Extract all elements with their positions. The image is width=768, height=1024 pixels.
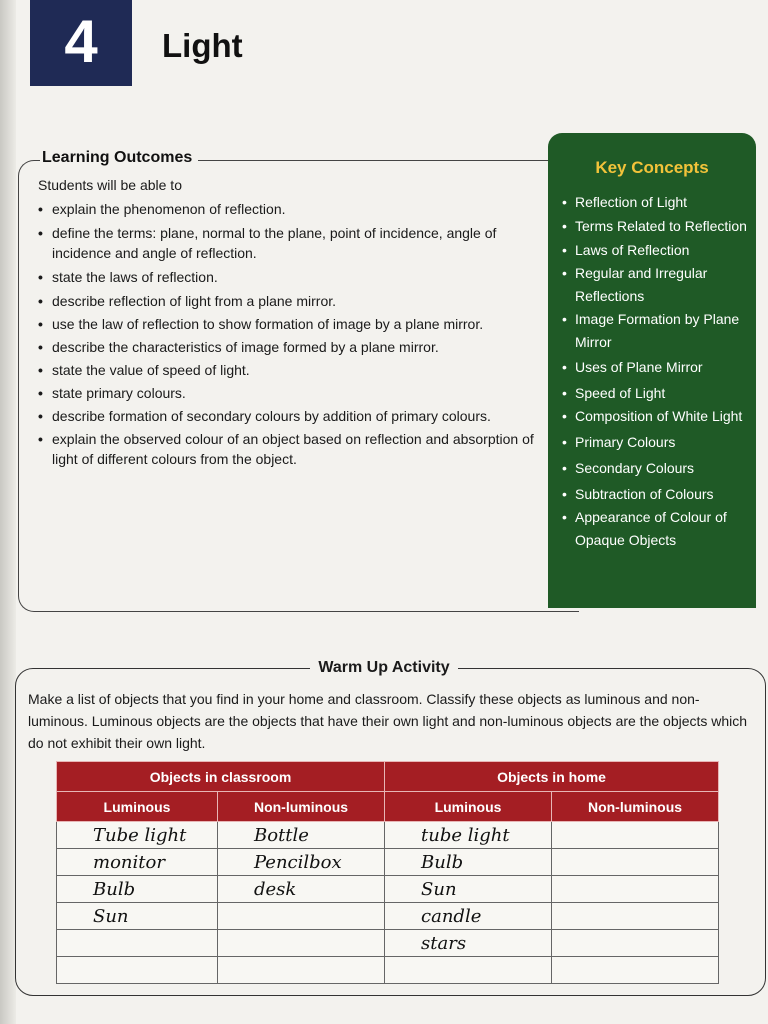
concept-item: • Secondary Colours: [562, 457, 750, 480]
table-row: [57, 930, 719, 957]
outcome-item: • describe the characteristics of image formed by a plane mirror.: [38, 337, 538, 357]
outcome-item: • state the laws of reflection.: [38, 267, 538, 287]
warm-up-instructions: Make a list of objects that you find in your home and classroom. Classify these objects as luminous and non-luminous. Luminous objects are the objects that have their own light and non-luminous objects are the objects which do not exhibit their own light.: [28, 691, 748, 751]
outcome-item: • define the terms: plane, normal to the plane, point of incidence, angle of incidence and angle of reflection.: [38, 223, 538, 263]
outcome-item: • explain the phenomenon of reflection.: [38, 199, 538, 219]
warm-up-title: Warm Up Activity: [310, 659, 457, 676]
sub-header: Non-luminous: [552, 792, 719, 822]
concept-item: • Subtraction of Colours: [562, 483, 750, 506]
table-row: [57, 849, 719, 876]
handwritten-cell[interactable]: Tube light: [57, 822, 218, 849]
concept-item: • Composition of White Light: [562, 405, 750, 428]
handwritten-cell[interactable]: [385, 957, 552, 984]
table-row: [57, 957, 719, 984]
key-concepts-title: Key Concepts: [595, 158, 709, 177]
handwritten-cell[interactable]: Sun: [385, 876, 552, 903]
page-edge-shadow: [0, 0, 16, 1024]
concept-item: • Reflection of Light: [562, 191, 750, 214]
handwritten-cell[interactable]: [218, 930, 385, 957]
handwritten-cell[interactable]: [57, 930, 218, 957]
classification-table: [56, 761, 719, 984]
outcome-item: • use the law of reflection to show formation of image by a plane mirror.: [38, 314, 538, 334]
handwritten-cell[interactable]: [218, 957, 385, 984]
handwritten-cell[interactable]: [552, 876, 719, 903]
learning-outcomes-list: [38, 199, 538, 469]
chapter-number: 4: [64, 8, 98, 75]
table-row: [57, 876, 719, 903]
handwritten-cell[interactable]: [552, 930, 719, 957]
outcome-item: • state the value of speed of light.: [38, 360, 538, 380]
handwritten-cell[interactable]: stars: [385, 930, 552, 957]
concept-item: • Speed of Light: [562, 382, 750, 405]
concept-item: • Appearance of Colour of Opaque Objects: [562, 506, 750, 552]
handwritten-cell[interactable]: [552, 957, 719, 984]
learning-outcomes-intro: Students will be able to: [38, 177, 182, 193]
sub-header: Luminous: [57, 792, 218, 822]
table-row: [57, 822, 719, 849]
handwritten-cell[interactable]: Bulb: [385, 849, 552, 876]
concept-item: • Regular and Irregular Reflections: [562, 262, 750, 308]
outcome-item: • state primary colours.: [38, 383, 538, 403]
table-row: [57, 903, 719, 930]
handwritten-cell[interactable]: Pencilbox: [218, 849, 385, 876]
handwritten-cell[interactable]: [552, 849, 719, 876]
group-header-home: Objects in home: [385, 762, 719, 792]
handwritten-cell[interactable]: [552, 822, 719, 849]
learning-outcomes-title: Learning Outcomes: [40, 149, 198, 167]
handwritten-cell[interactable]: candle: [385, 903, 552, 930]
sub-header: Non-luminous: [218, 792, 385, 822]
group-header-classroom: Objects in classroom: [57, 762, 385, 792]
handwritten-cell[interactable]: [552, 903, 719, 930]
warm-up-title-wrap: [0, 659, 768, 677]
handwritten-cell[interactable]: Bottle: [218, 822, 385, 849]
sub-header: Luminous: [385, 792, 552, 822]
key-concepts-list: [562, 191, 750, 552]
outcome-item: • explain the observed colour of an object based on reflection and absorption of light of different colours from the object.: [38, 429, 538, 469]
concept-item: • Image Formation by Plane Mirror: [562, 308, 750, 354]
concept-item: • Primary Colours: [562, 431, 750, 454]
outcome-item: • describe formation of secondary colours by addition of primary colours.: [38, 406, 538, 426]
handwritten-cell[interactable]: [218, 903, 385, 930]
concept-item: • Laws of Reflection: [562, 239, 750, 262]
concept-item: • Terms Related to Reflection: [562, 216, 750, 236]
concept-item: • Uses of Plane Mirror: [562, 356, 750, 379]
outcome-item: • describe reflection of light from a plane mirror.: [38, 291, 538, 311]
handwritten-cell[interactable]: [57, 957, 218, 984]
handwritten-cell[interactable]: desk: [218, 876, 385, 903]
handwritten-cell[interactable]: Sun: [57, 903, 218, 930]
handwritten-cell[interactable]: Bulb: [57, 876, 218, 903]
handwritten-cell[interactable]: tube light: [385, 822, 552, 849]
handwritten-cell[interactable]: monitor: [57, 849, 218, 876]
chapter-title: Light: [162, 27, 243, 64]
